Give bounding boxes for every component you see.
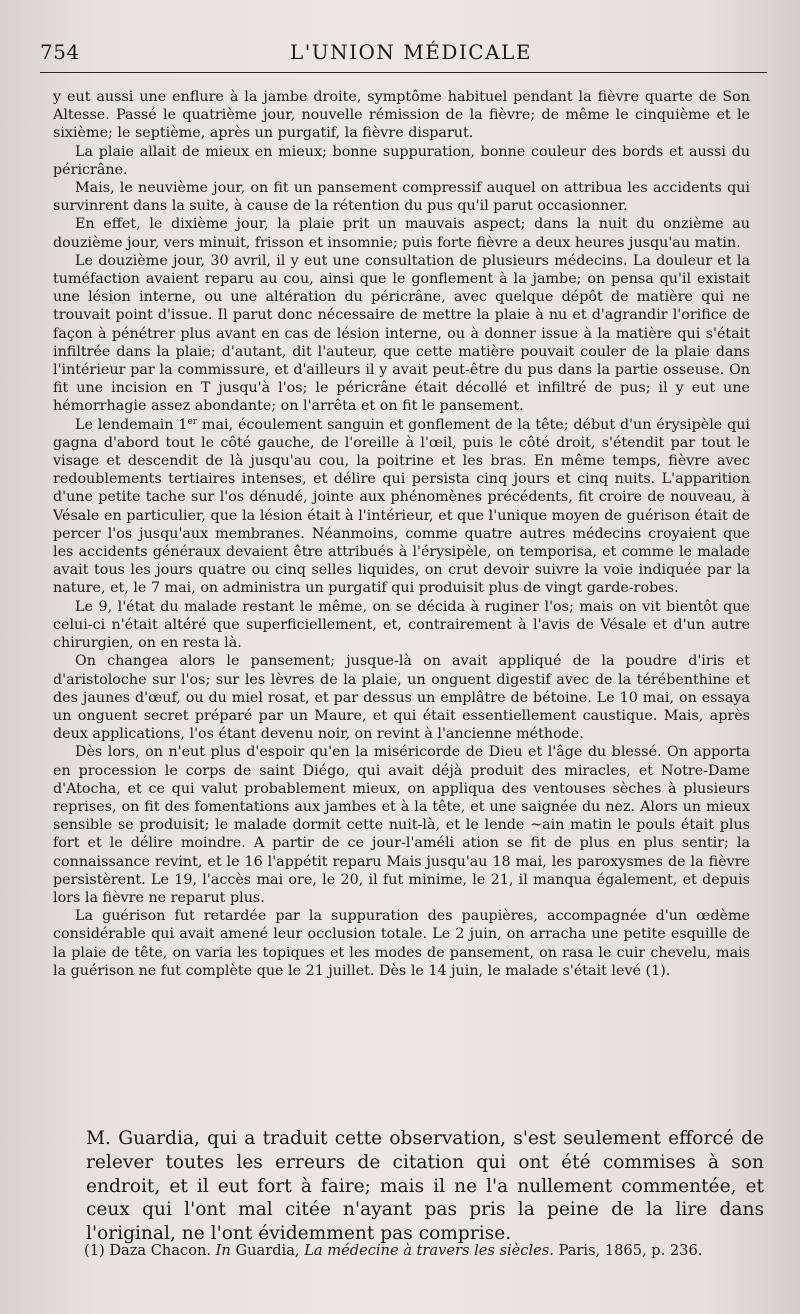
footnote-work: La médecine à travers les siècles.: [304, 1242, 554, 1259]
commentary-paragraph: M. Guardia, qui a traduit cette observation, s'est seulement efforcé de relever toutes les erreurs de citation qui ont été commises à son endroit, et il eut fort à faire; mais il ne l'a nullement commentée, et ceux qui l'ont mal citée n'ayant pas pris la peine de la lire dans l'original, ne l'ont évidemment pas comprise.: [86, 1128, 764, 1245]
paragraph: [53, 416, 750, 598]
paragraph: La guérison fut retardée par la suppuration des paupières, accompagnée d'un œdème considérable qui avait amené leur occlusion totale. Le 2 juin, on arracha une petite esquille de la plaie de tête, on varia les topiques et les modes de pansement, on rasa le cuir chevelu, mais la guérison ne fut complète que le 21 juillet. Dès le 14 juin, le malade s'était levé (1).: [53, 908, 750, 979]
paragraph: y eut aussi une enflure à la jambe droite, symptôme habituel pendant la fièvre quarte de Son Altesse. Passé le quatrième jour, nouvelle rémission de la fièvre; de même le cinquième et le sixième; le septième, après un purgatif, la fièvre disparut.: [53, 89, 750, 142]
ordinal-superscript: er: [187, 416, 198, 427]
footnote-in: In: [215, 1242, 231, 1259]
header-rule: [40, 72, 767, 73]
page-number: 754: [40, 40, 80, 64]
footnote-marker: (1): [84, 1242, 105, 1259]
paragraph: Le douzième jour, 30 avril, il y eut une consultation de plusieurs médecins. La douleur et la tuméfaction avaient reparu au cou, ainsi que le gonflement à la jambe; on pensa qu'il existait une lésion interne, ou une altération du péricrâne, avec quelque dépôt de matière qui ne trouvait point d'issue. Il parut donc nécessaire de mettre la plaie à nu et d'agrandir l'orifice de façon à pénétrer plus avant en cas de lésion interne, ou à donner issue à la matière qui s'était infiltrée dans la plaie; d'autant, dit l'auteur, que cette matière pouvait couler de la plaie dans l'intérieur par la commissure, et d'ailleurs il y avait peut-être du pus dans la partie osseuse. On fit une incision en T jusqu'à l'os; le péricrâne était décollé et infiltré de pus; il y eut une hémorrhagie assez abondante; on l'arrêta et on fit le pansement.: [53, 252, 750, 415]
paragraph: Mais, le neuvième jour, on fit un pansement compressif auquel on attribua les accidents qui survinrent dans la suite, à cause de la rétention du pus qu'il parut occasionner.: [53, 180, 750, 215]
paragraph-lead: Le lendemain 1: [75, 416, 188, 433]
paragraph: On changea alors le pansement; jusque-là on avait appliqué de la poudre d'iris et d'aristoloche sur l'os; sur les lèvres de la plaie, un onguent digestif avec de la térébenthine et des jaunes d'œuf, ou du miel rosat, et par dessus un emplâtre de bétoine. Le 10 mai, on essaya un onguent secret préparé par un Maure, et qui était essentiellement caustique. Mais, après deux applications, l'os étant devenu noir, on revint à l'ancienne méthode.: [53, 653, 750, 743]
paragraph-text: mai, écoulement sanguin et gonflement de la tête; début d'un érysipèle qui gagna d'abord tout le côté gauche, de l'oreille à l'œil, puis le côté droit, s'étendit par tout le visage et descendit de là jusqu'au cou, la poitrine et les bras. En même temps, fièvre avec redoublements tertiaires intenses, et délire qui persista cinq jours et cinq nuits. L'apparition d'une petite tache sur l'os dénudé, jointe aux phénomènes précédents, fit croire de nouveau, à Vésale en particulier, que la lésion était à l'intérieur, et que l'unique moyen de guérison était de percer l'os jusqu'aux membranes. Néanmoins, comme quatre autres médecins croyaient que les accidents généraux devaient être attribués à l'érysipèle, on temporisa, et comme le malade avait tous les jours quatre ou cinq selles liquides, on crut devoir suivre la voie indiquée par la nature, et, le 7 mai, on administra un purgatif qui produisit plus de vingt garde-robes.: [53, 416, 750, 597]
paragraph: La plaie allait de mieux en mieux; bonne suppuration, bonne couleur des bords et aussi du péricrâne.: [53, 143, 750, 178]
paragraph: Le 9, l'état du malade restant le même, on se décida à ruginer l'os; mais on vit bientôt que celui-ci n'était altéré que superficiellement, et, contrairement à l'avis de Vésale et d'un autre chirurgien, on en resta là.: [53, 598, 750, 652]
footnote-imprint: Paris, 1865, p. 236.: [558, 1242, 703, 1259]
paragraph: En effet, le dixième jour, la plaie prit un mauvais aspect; dans la nuit du onzième au douzième jour, vers minuit, frisson et insomnie; puis forte fièvre a deux heures jusqu'au matin.: [53, 216, 750, 251]
commentary-text: [86, 1127, 764, 1246]
paragraph: Dès lors, on n'eut plus d'espoir qu'en la miséricorde de Dieu et l'âge du blessé. On apporta en procession le corps de saint Diégo, qui avait déjà produit des miracles, et Notre-Dame d'Atocha, et ce qui valut probablement mieux, on appliqua des ventouses sèches à plusieurs reprises, on fit des fomentations aux jambes et à la tête, et une saignée du nez. Alors un mieux sensible se produisit; le malade dormit cette nuit-là, et le lende ~ain matin le pouls était plus fort et le délire moindre. A partir de ce jour-l'améli ation se fit de plus en plus sentir; la connaissance revint, et le 16 l'appétit reparu Mais jusqu'au 18 mai, les paroxysmes de la fièvre persistèrent. Le 19, l'accès mai ore, le 20, il fut minime, le 21, il manqua également, et depuis lors la fièvre ne reparut plus.: [53, 744, 750, 906]
running-title: L'UNION MÉDICALE: [290, 40, 532, 64]
observation-text: [53, 88, 750, 980]
footnote-author: Daza Chacon.: [109, 1242, 212, 1259]
page-header: [40, 32, 770, 72]
footnote-editor: Guardia,: [235, 1242, 300, 1259]
footnote: [84, 1242, 764, 1260]
